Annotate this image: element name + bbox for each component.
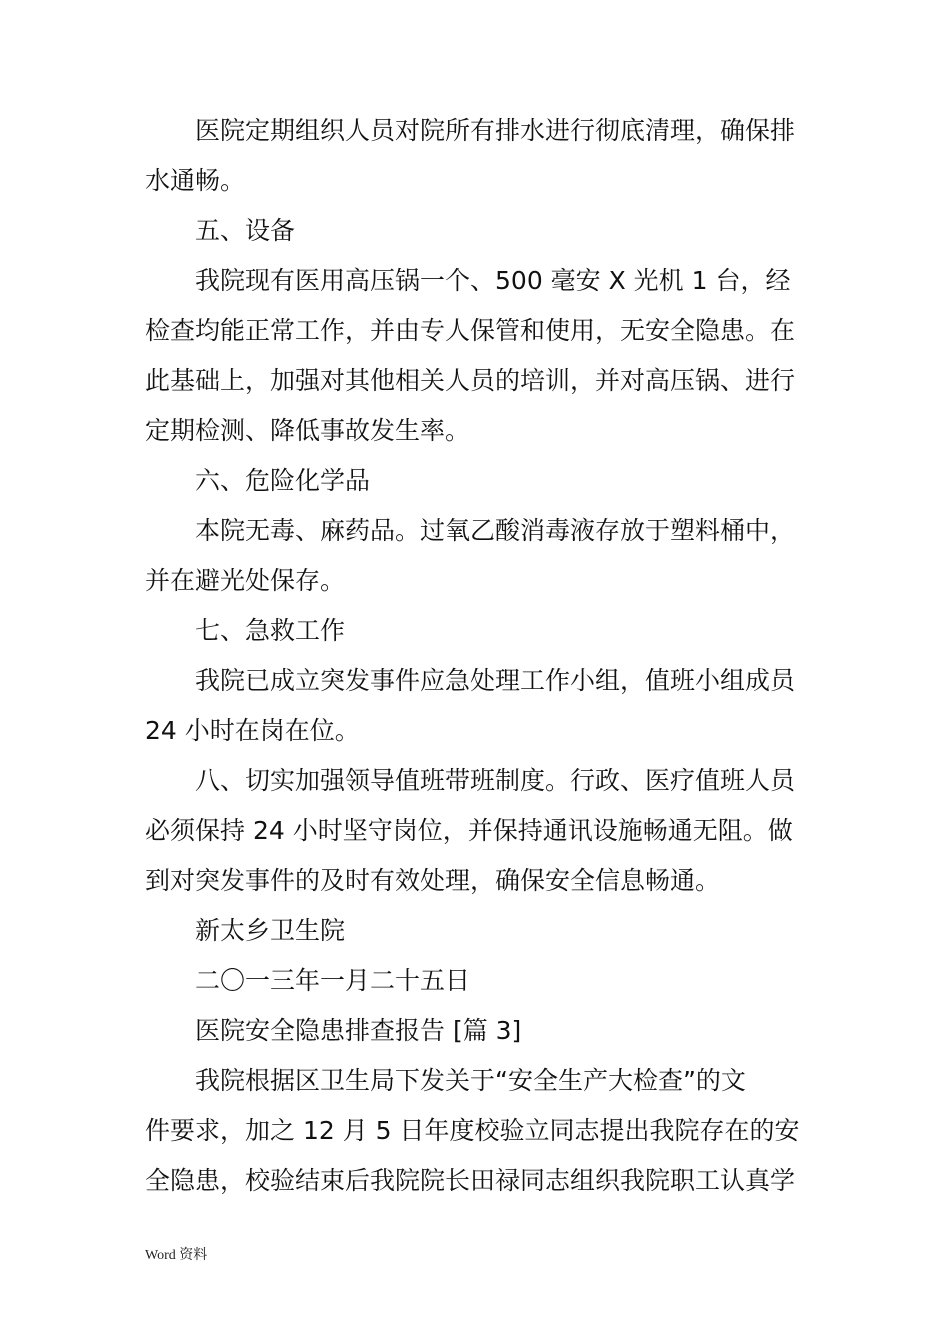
section-heading: 六、危险化学品 bbox=[195, 466, 371, 495]
paragraph-line: 我院现有医用高压锅一个、500 毫安 X 光机 1 台，经 bbox=[195, 266, 791, 295]
paragraph-line: 此基础上，加强对其他相关人员的培训，并对高压锅、进行 bbox=[145, 366, 796, 395]
paragraph-line: 24 小时在岗在位。 bbox=[145, 716, 360, 745]
signature-organization: 新太乡卫生院 bbox=[195, 916, 346, 945]
section-heading: 七、急救工作 bbox=[195, 616, 346, 645]
paragraph-line: 我院根据区卫生局下发关于“安全生产大检查”的文 bbox=[195, 1066, 746, 1095]
paragraph-line: 八、切实加强领导值班带班制度。行政、医疗值班人员 bbox=[195, 766, 796, 795]
report-title: 医院安全隐患排查报告 [篇 3] bbox=[195, 1016, 522, 1045]
paragraph-line: 并在避光处保存。 bbox=[145, 566, 346, 595]
document-body bbox=[145, 106, 810, 1206]
section-heading: 五、设备 bbox=[195, 216, 296, 245]
paragraph-line: 水通畅。 bbox=[145, 166, 246, 195]
paragraph-line: 件要求，加之 12 月 5 日年度校验立同志提出我院存在的安 bbox=[145, 1116, 800, 1145]
paragraph-line: 定期检测、降低事故发生率。 bbox=[145, 416, 471, 445]
paragraph-line: 检查均能正常工作，并由专人保管和使用，无安全隐患。在 bbox=[145, 316, 796, 345]
paragraph-line: 医院定期组织人员对院所有排水进行彻底清理，确保排 bbox=[195, 116, 796, 145]
paragraph-line: 我院已成立突发事件应急处理工作小组，值班小组成员 bbox=[195, 666, 796, 695]
page-footer: Word 资料 bbox=[145, 1248, 208, 1263]
paragraph-line: 到对突发事件的及时有效处理，确保安全信息畅通。 bbox=[145, 866, 721, 895]
paragraph-line: 本院无毒、麻药品。过氧乙酸消毒液存放于塑料桶中， bbox=[195, 516, 796, 545]
signature-date: 二〇一三年一月二十五日 bbox=[195, 966, 471, 995]
paragraph-line: 必须保持 24 小时坚守岗位，并保持通讯设施畅通无阻。做 bbox=[145, 816, 793, 845]
paragraph-line: 全隐患，校验结束后我院院长田禄同志组织我院职工认真学 bbox=[145, 1166, 796, 1195]
